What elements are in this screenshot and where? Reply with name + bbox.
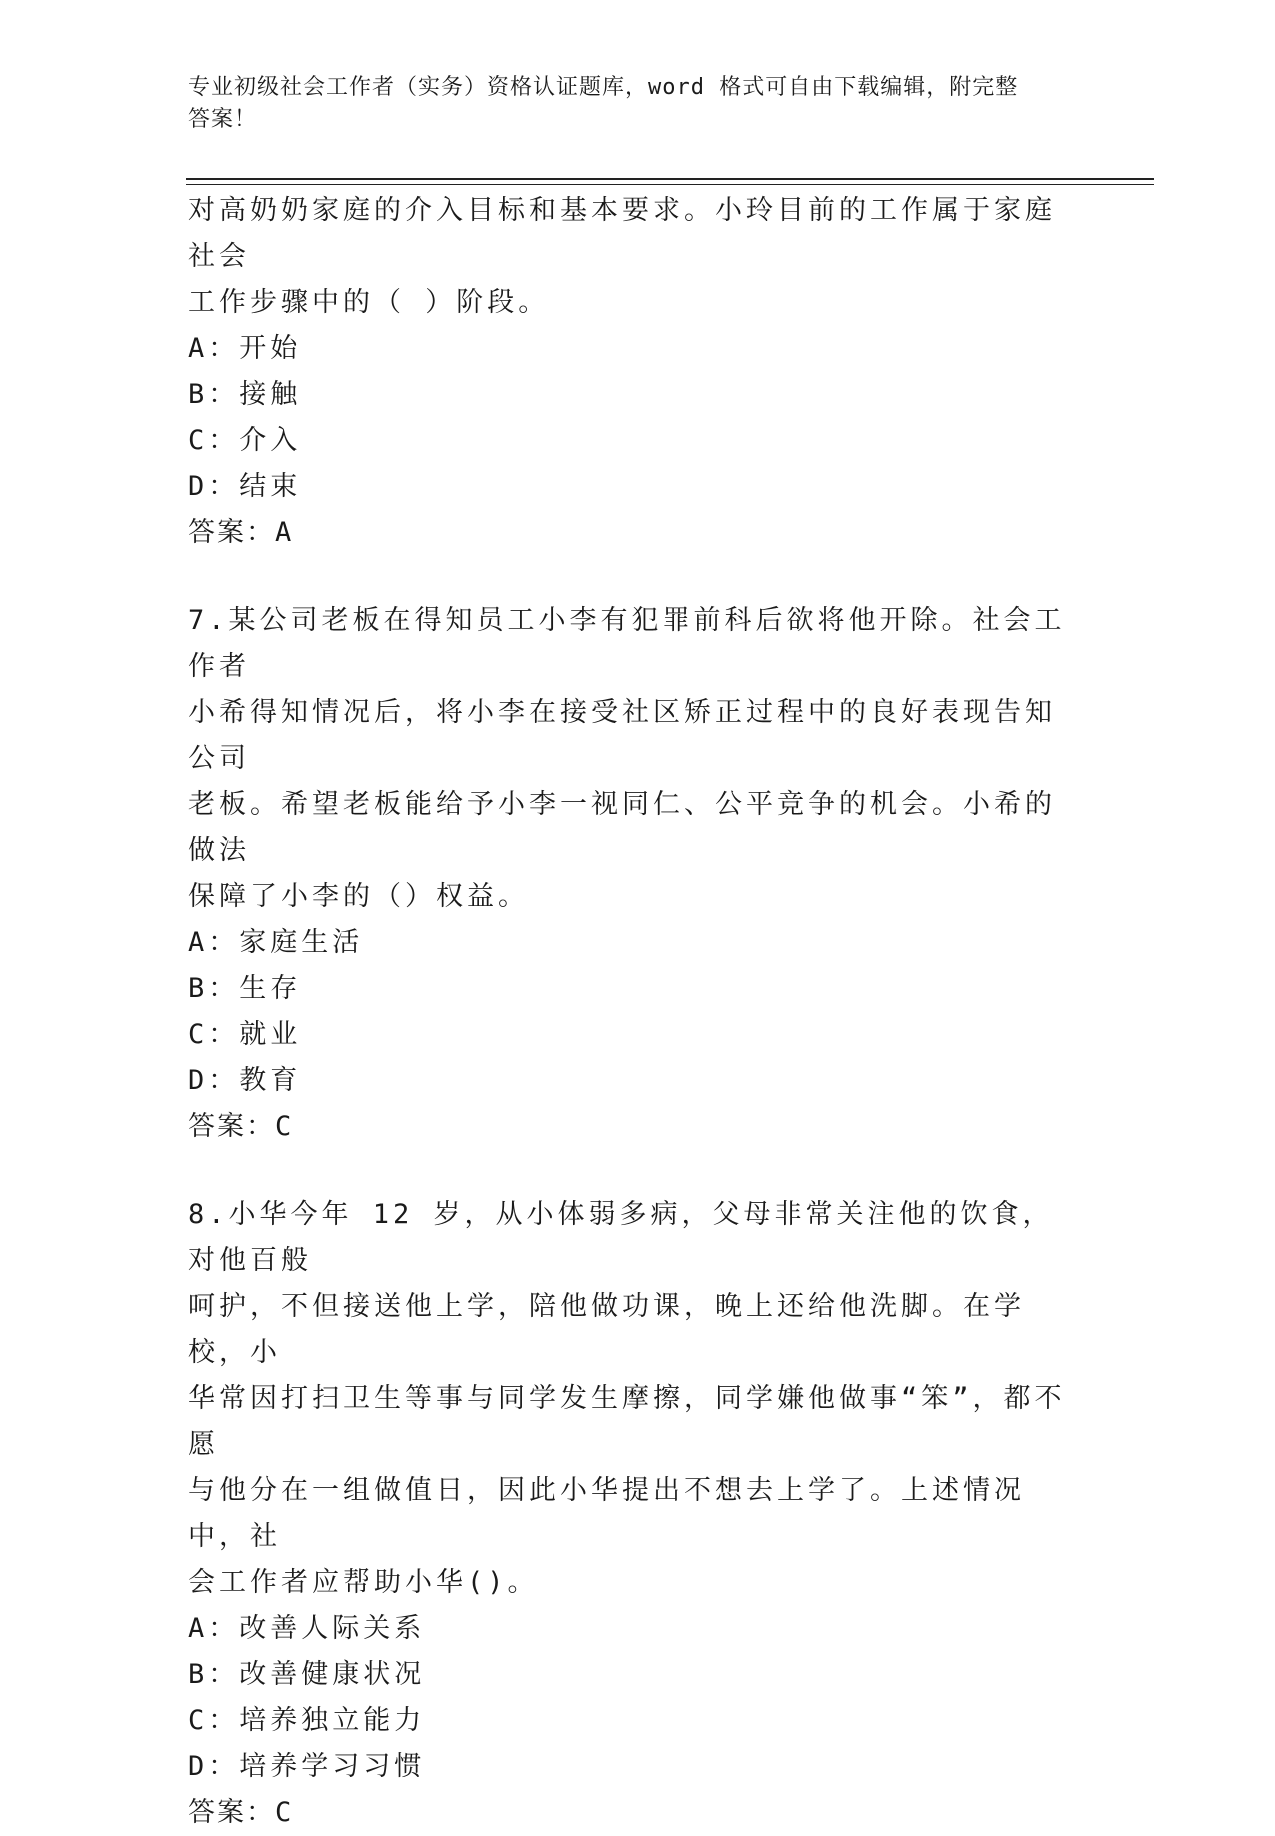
question-text-line: 小希得知情况后，将小李在接受社区矫正过程中的良好表现告知公司 [188,697,1056,774]
question-list [188,188,1068,1836]
page-header [188,72,1068,136]
question-block-7 [188,598,1068,1150]
option-a: A：开始 [188,333,302,364]
option-c: C：介入 [188,425,302,456]
question-text-line: 对高奶奶家庭的介入目标和基本要求。小玲目前的工作属于家庭社会 [188,195,1056,272]
option-a: A：家庭生活 [188,927,364,958]
question-block-8 [188,1192,1068,1836]
question-text-line: 工作步骤中的（ ）阶段。 [188,287,550,318]
option-b: B：接触 [188,379,302,410]
question-text-line: 华常因打扫卫生等事与同学发生摩擦，同学嫌他做事“笨”，都不愿 [188,1383,1066,1460]
question-text-line: 呵护，不但接送他上学，陪他做功课，晚上还给他洗脚。在学校，小 [188,1291,1025,1368]
header-line-2: 答案！ [188,107,258,132]
answer-line: 答案：C [188,1111,294,1142]
option-d: D：教育 [188,1065,302,1096]
answer-line: 答案：A [188,517,294,548]
option-b: B：改善健康状况 [188,1659,426,1690]
answer-line: 答案：C [188,1797,294,1828]
question-block-6 [188,188,1068,556]
question-text-line: 7.某公司老板在得知员工小李有犯罪前科后欲将他开除。社会工作者 [188,605,1066,682]
option-c: C：就业 [188,1019,302,1050]
option-d: D：结束 [188,471,302,502]
spacer [188,1150,1068,1192]
option-b: B：生存 [188,973,302,1004]
header-divider-thin [186,184,1154,185]
question-text-line: 8.小华今年 12 岁，从小体弱多病，父母非常关注他的饮食，对他百般 [188,1199,1054,1276]
header-divider-thick [186,178,1154,180]
question-text-line: 老板。希望老板能给予小李一视同仁、公平竞争的机会。小希的做法 [188,789,1056,866]
header-line-1: 专业初级社会工作者（实务）资格认证题库，word 格式可自由下载编辑，附完整 [188,75,1019,100]
question-text-line: 与他分在一组做值日，因此小华提出不想去上学了。上述情况中，社 [188,1475,1025,1552]
question-text-line: 会工作者应帮助小华()。 [188,1567,539,1598]
option-c: C：培养独立能力 [188,1705,426,1736]
option-d: D：培养学习习惯 [188,1751,426,1782]
spacer [188,556,1068,598]
question-text-line: 保障了小李的（）权益。 [188,881,529,912]
option-a: A：改善人际关系 [188,1613,426,1644]
